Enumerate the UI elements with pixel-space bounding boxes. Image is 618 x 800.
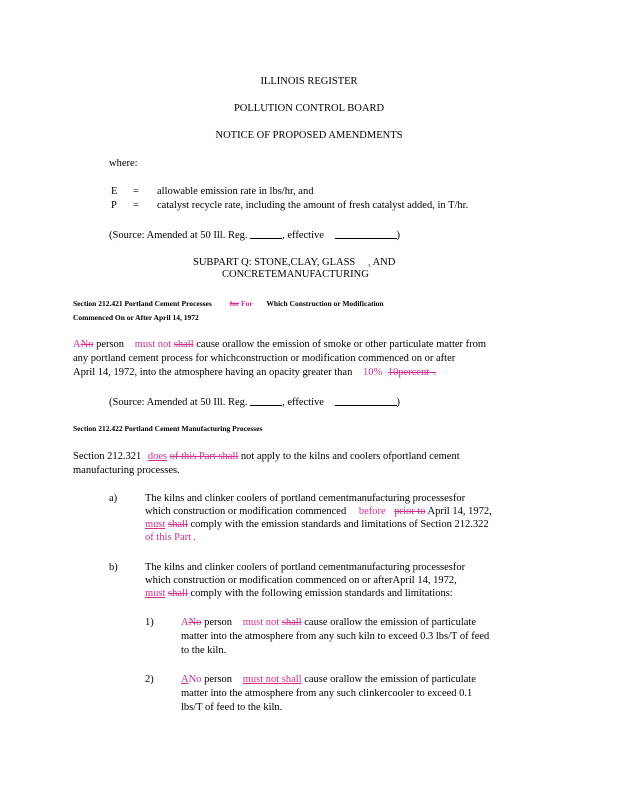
deleted-of-this-part-shall: of this Part shall bbox=[169, 451, 239, 462]
text-section-212-321: Section 212.321 bbox=[73, 451, 142, 462]
item-b-comply: comply with the following emission standards and limitations: bbox=[187, 588, 453, 599]
item-b-line1: The kilns and clinker coolers of portland cementmanufacturing processesfor bbox=[145, 562, 466, 573]
sub-item-2-line3: lbs/T of feed to the kiln. bbox=[181, 702, 283, 713]
var-e-symbol: E bbox=[111, 186, 118, 197]
sub1-inserted-must-not: must not bbox=[242, 617, 280, 628]
board-title: POLLUTION CONTROL BOARD bbox=[233, 103, 385, 114]
section-421-heading-text: Section 212.421 Portland Cement Processes bbox=[73, 299, 212, 308]
effective-blank bbox=[335, 228, 397, 239]
sub-item-1-label: 1) bbox=[145, 617, 154, 628]
deleted-shall: shall bbox=[168, 519, 188, 530]
inserted-must: must bbox=[145, 519, 166, 530]
sub2-inserted-no: No bbox=[188, 674, 202, 685]
item-a-text: which construction or modification commenced bbox=[145, 506, 347, 517]
text-not-apply: not apply to the kilns and coolers ofportland cement bbox=[238, 451, 460, 462]
subpart-text: SUBPART Q: STONE,CLAY, GLASS bbox=[193, 257, 356, 268]
var-p-symbol: P bbox=[111, 200, 117, 211]
subpart-comma-insert: , bbox=[367, 257, 371, 268]
item-a-label: a) bbox=[109, 493, 118, 504]
source-close-2: ) bbox=[396, 397, 401, 408]
sub-item-2-label: 2) bbox=[145, 674, 154, 685]
item-a-comply: comply with the emission standards and limitations of Section 212.322 bbox=[187, 519, 489, 530]
sub1-deleted-shall: shall bbox=[281, 617, 302, 628]
source-effective: , effective bbox=[282, 230, 324, 241]
sub-item-1-line2: matter into the atmosphere from any such kiln to exceed 0.3 lbs/T of feed bbox=[181, 631, 490, 642]
section-421-para-line1 bbox=[73, 338, 486, 351]
source-effective-2: , effective bbox=[282, 397, 324, 408]
sub1-deleted-no: No bbox=[188, 617, 202, 628]
sub2-cause: cause orallow the emission of particulate bbox=[301, 674, 476, 685]
sub1-inserted-a: A bbox=[181, 617, 189, 628]
section-421-para-line3: April 14, 1972, into the atmosphere having an opacity greater than 10% 10percent . bbox=[73, 367, 437, 378]
var-p-description: catalyst recycle rate, including the amount of fresh catalyst added, in T/hr. bbox=[157, 200, 469, 211]
section-421-heading-text-2: Which Construction or Modification bbox=[266, 299, 384, 308]
inserted-does: does bbox=[147, 451, 168, 462]
item-b-line2: which construction or modification commenced on or afterApril 14, 1972, bbox=[145, 575, 457, 586]
source-text: (Source: Amended at 50 Ill. Reg. bbox=[109, 230, 248, 241]
sub-item-1-line1 bbox=[181, 616, 476, 629]
text-april: April 14, 1972, into the atmosphere having an opacity greater than bbox=[73, 367, 353, 378]
deleted-no: No bbox=[80, 339, 94, 350]
register-title: ILLINOIS REGISTER bbox=[260, 76, 358, 87]
item-a-line3 bbox=[145, 518, 489, 531]
deleted-shall-b: shall bbox=[168, 588, 188, 599]
sub2-person: person bbox=[201, 674, 233, 685]
source-text-2: (Source: Amended at 50 Ill. Reg. bbox=[109, 397, 248, 408]
source-close: ) bbox=[396, 230, 401, 241]
section-422-para-line2: manufacturing processes. bbox=[73, 465, 180, 476]
reg-blank-2 bbox=[250, 395, 282, 406]
section-422-heading: Section 212.422 Portland Cement Manufacturing Processes bbox=[73, 424, 263, 433]
effective-blank-2 bbox=[335, 395, 397, 406]
inserted-must-b: must bbox=[145, 588, 166, 599]
sub-item-2-line2: matter into the atmosphere from any such clinkercooler to exceed 0.1 bbox=[181, 688, 473, 699]
inserted-10-percent: 10% bbox=[362, 367, 383, 378]
source-note-1 bbox=[109, 228, 400, 242]
source-note-2 bbox=[109, 395, 400, 409]
reg-blank bbox=[250, 228, 282, 239]
item-a-line2 bbox=[145, 505, 492, 518]
sub2-inserted-a: A bbox=[181, 674, 189, 685]
text-cause: cause orallow the emission of smoke or other particulate matter from bbox=[193, 339, 487, 350]
subpart-heading-2: CONCRETEMANUFACTURING bbox=[222, 269, 369, 280]
item-b-label: b) bbox=[109, 562, 118, 573]
section-421-para-line2: any portland cement process for whichconstruction or modification commenced on or after bbox=[73, 353, 456, 364]
section-422-para-line1 bbox=[73, 450, 460, 463]
item-a-line4: of this Part . bbox=[145, 532, 196, 543]
item-a-line1: The kilns and clinker coolers of portland cementmanufacturing processesfor bbox=[145, 493, 466, 504]
sub2-inserted-must-not-shall: must not shall bbox=[242, 674, 302, 685]
sub1-person: person bbox=[201, 617, 233, 628]
deleted-10percent: 10percent bbox=[387, 367, 430, 378]
item-b-line3 bbox=[145, 587, 453, 600]
subpart-and: AND bbox=[372, 257, 396, 268]
inserted-must-not: must not bbox=[134, 339, 172, 350]
notice-title: NOTICE OF PROPOSED AMENDMENTS bbox=[215, 130, 403, 141]
sub1-cause: cause orallow the emission of particulate bbox=[301, 617, 476, 628]
var-e-description: allowable emission rate in lbs/hr, and bbox=[157, 186, 314, 197]
var-p-equals: = bbox=[133, 200, 139, 211]
deleted-shall: shall bbox=[173, 339, 194, 350]
heading-inserted-for: For bbox=[241, 299, 253, 308]
heading-deleted-for: for bbox=[229, 299, 240, 308]
section-421-heading-line2: Commenced On or After April 14, 1972 bbox=[73, 313, 199, 322]
var-e-equals: = bbox=[133, 186, 139, 197]
inserted-before: before bbox=[358, 506, 386, 517]
sub-item-1-line3: to the kiln. bbox=[181, 645, 227, 656]
deleted-prior-to: prior to bbox=[394, 506, 426, 517]
where-label: where: bbox=[109, 158, 138, 169]
inserted-a: A bbox=[73, 339, 81, 350]
item-a-date: April 14, 1972, bbox=[427, 506, 492, 517]
text-person: person bbox=[93, 339, 125, 350]
inserted-of-this-part: of this Part bbox=[145, 532, 192, 543]
sub-item-2-line1 bbox=[181, 673, 476, 686]
section-421-heading bbox=[73, 299, 384, 309]
